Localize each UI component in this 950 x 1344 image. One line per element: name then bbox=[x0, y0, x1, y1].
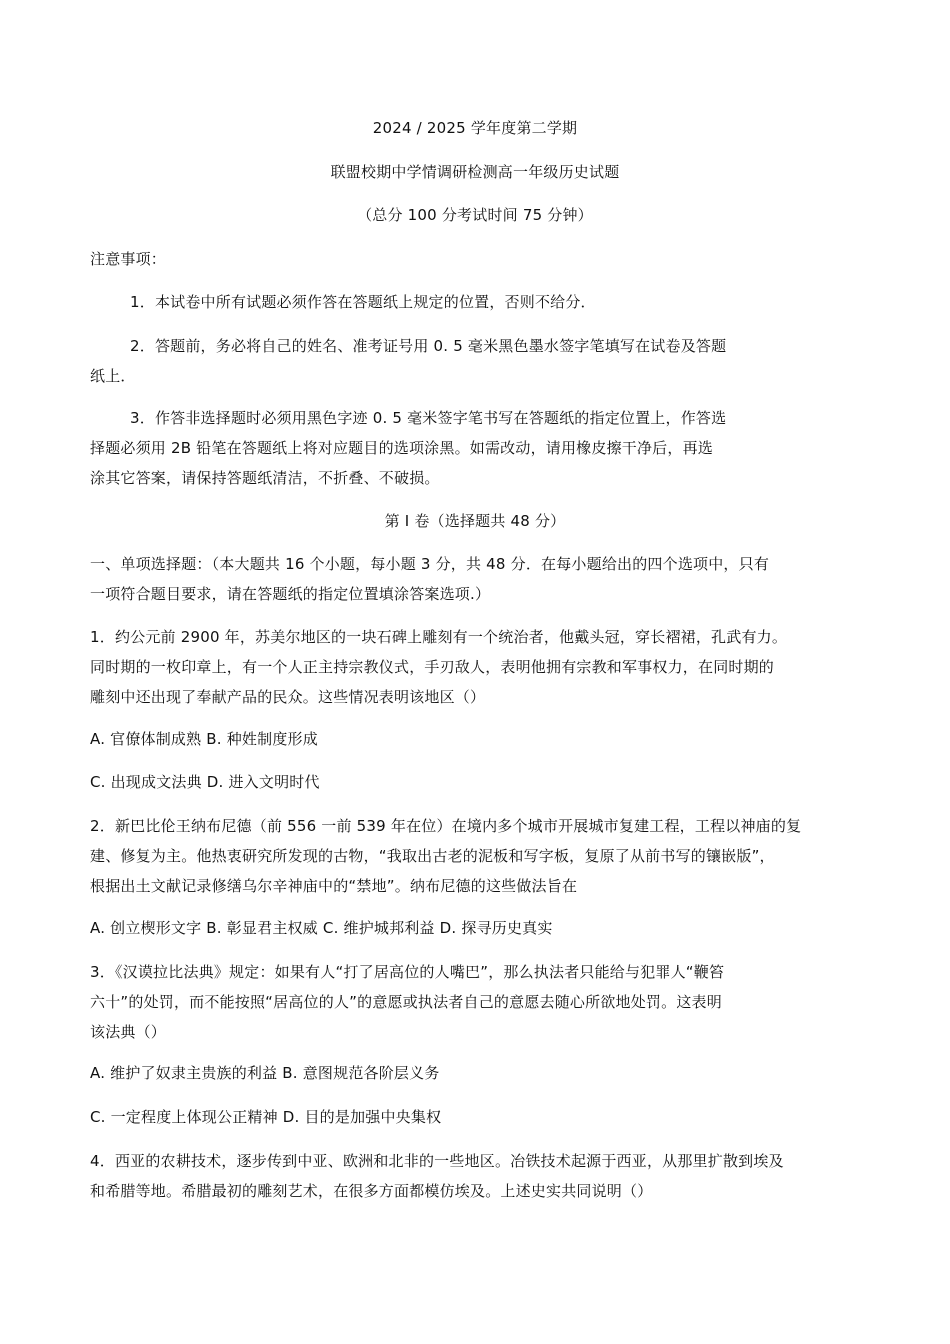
note-3-line-3: 涂其它答案，请保持答题纸清洁，不折叠、不破损。 bbox=[90, 469, 440, 487]
question-3-line-2: 六十”的处罚，而不能按照“居高位的人”的意愿或执法者自己的意愿去随心所欲地处罚。这表明 bbox=[90, 993, 722, 1011]
question-2-line-1: 2．新巴比伦王纳布尼德（前 556 一前 539 年在位）在境内多个城市开展城市复建工程，工程以神庙的复 bbox=[90, 817, 802, 835]
question-1-line-1: 1．约公元前 2900 年，苏美尔地区的一块石碑上雕刻有一个统治者，他戴头冠，穿长褶裙，孔武有力。 bbox=[90, 628, 788, 646]
note-3-line-1: 3．作答非选择题时必须用黑色字迹 0. 5 毫米签字笔书写在答题纸的指定位置上，作答选 bbox=[130, 409, 727, 427]
question-1-options-cd: C. 出现成文法典 D. 进入文明时代 bbox=[90, 773, 320, 791]
question-2-line-2: 建、修复为主。他热衷研究所发现的古物，“我取出古老的泥板和写字板，复原了从前书写的镶嵌版”， bbox=[90, 847, 775, 865]
note-2-line-2: 纸上． bbox=[90, 367, 136, 385]
note-3-line-2: 择题必须用 2B 铅笔在答题纸上将对应题目的选项涂黑。如需改动，请用橡皮擦干净后，再选 bbox=[90, 439, 713, 457]
question-1-options-ab: A. 官僚体制成熟 B. 种姓制度形成 bbox=[90, 730, 318, 748]
note-1: 1．本试卷中所有试题必须作答在答题纸上规定的位置，否则不给分． bbox=[130, 293, 596, 311]
question-3-options-cd: C. 一定程度上体现公正精神 D. 目的是加强中央集权 bbox=[90, 1108, 442, 1126]
exam-subtitle: （总分 100 分考试时间 75 分钟） bbox=[357, 206, 593, 224]
section-intro-line-1: 一、单项选择题：（本大题共 16 个小题，每小题 3 分，共 48 分．在每小题给出的四个选项中，只有 bbox=[90, 555, 770, 573]
question-1-line-3: 雕刻中还出现了奉献产品的民众。这些情况表明该地区（） bbox=[90, 688, 486, 706]
notes-heading: 注意事项： bbox=[90, 250, 167, 268]
question-3-line-1: 3．《汉谟拉比法典》规定：如果有人“打了居高位的人嘴巴”，那么执法者只能给与犯罪人“鞭笞 bbox=[90, 963, 725, 981]
section-title: 第 I 卷（选择题共 48 分） bbox=[384, 512, 566, 530]
question-3-line-3: 该法典（） bbox=[90, 1023, 167, 1041]
note-2-line-1: 2．答题前，务必将自己的姓名、准考证号用 0. 5 毫米黑色墨水签字笔填写在试卷及答题 bbox=[130, 337, 727, 355]
question-3-options-ab: A. 维护了奴隶主贵族的利益 B. 意图规范各阶层义务 bbox=[90, 1064, 440, 1082]
question-4-line-1: 4．西亚的农耕技术，逐步传到中亚、欧洲和北非的一些地区。冶铁技术起源于西亚，从那里扩散到埃及 bbox=[90, 1152, 784, 1170]
question-2-options: A. 创立楔形文字 B. 彰显君主权威 C. 维护城邦利益 D. 探寻历史真实 bbox=[90, 919, 553, 937]
question-1-line-2: 同时期的一枚印章上，有一个人正主持宗教仪式，手刃敌人，表明他拥有宗教和军事权力，在同时期的 bbox=[90, 658, 775, 676]
question-4-line-2: 和希腊等地。希腊最初的雕刻艺术，在很多方面都模仿埃及。上述史实共同说明（） bbox=[90, 1182, 653, 1200]
exam-term: 2024 / 2025 学年度第二学期 bbox=[372, 119, 578, 137]
question-2-line-3: 根据出土文献记录修缮乌尔辛神庙中的“禁地”。纳布尼德的这些做法旨在 bbox=[90, 877, 578, 895]
exam-title: 联盟校期中学情调研检测高一年级历史试题 bbox=[330, 163, 620, 181]
section-intro-line-2: 一项符合题目要求，请在答题纸的指定位置填涂答案选项.） bbox=[90, 585, 491, 603]
